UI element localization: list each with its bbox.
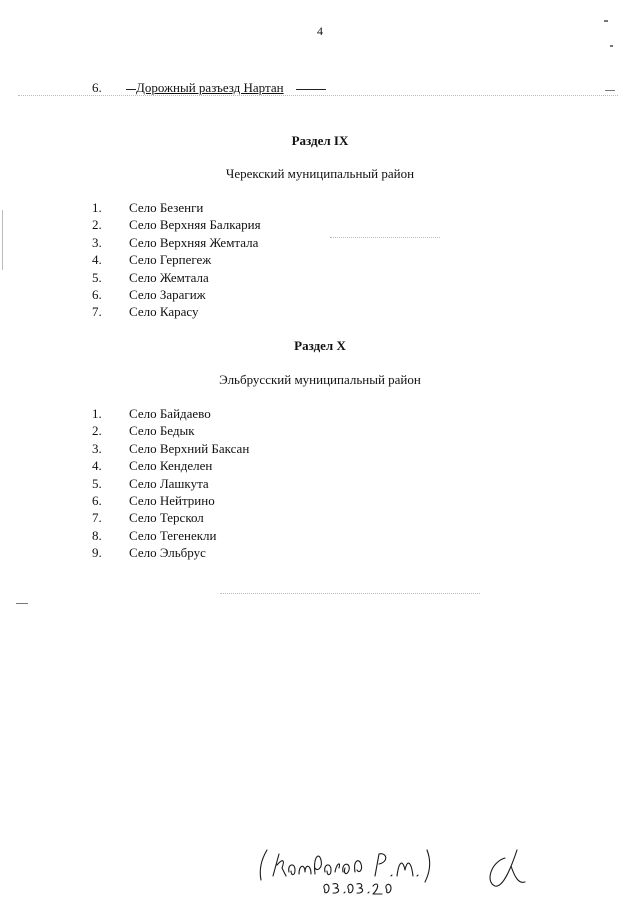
item-label: Село Верхний Баксан bbox=[129, 440, 250, 456]
district-title: Черекский муниципальный район bbox=[225, 166, 415, 181]
item-label: Село Кенделен bbox=[129, 458, 213, 474]
list-item bbox=[92, 475, 249, 492]
item-number: 3. bbox=[92, 234, 102, 250]
list-item bbox=[92, 405, 249, 422]
item-number: 4. bbox=[92, 458, 102, 474]
item-number: 1. bbox=[92, 406, 102, 421]
item-number: 2. bbox=[92, 423, 102, 439]
item-number: 4. bbox=[92, 252, 102, 268]
item-label: Село Эльбрус bbox=[129, 545, 206, 561]
list-item bbox=[92, 527, 249, 544]
item-number: 2. bbox=[92, 217, 102, 233]
item-number: 7. bbox=[92, 510, 102, 526]
item-label: Село Жемтала bbox=[129, 269, 209, 285]
item-label: Село Верхняя Балкария bbox=[129, 217, 261, 233]
item-label: Село Нейтрино bbox=[129, 493, 215, 509]
list-item bbox=[92, 216, 261, 233]
item-label: Село Бедык bbox=[129, 423, 195, 439]
list-item bbox=[92, 234, 261, 251]
item-number: 5. bbox=[92, 269, 102, 285]
scan-artifact-line bbox=[18, 95, 618, 97]
list-item bbox=[92, 199, 261, 216]
item-number: 3. bbox=[92, 440, 102, 456]
item-number: 5. bbox=[92, 475, 102, 491]
scan-artifact-mark bbox=[16, 603, 28, 604]
settlement-list bbox=[92, 405, 249, 562]
scan-artifact-mark bbox=[605, 90, 615, 91]
item-label: Село Верхняя Жемтала bbox=[129, 234, 259, 250]
list-item bbox=[92, 269, 261, 286]
item-number: 8. bbox=[92, 527, 102, 543]
scan-artifact-mark bbox=[604, 20, 608, 22]
item-label: Село Зарагиж bbox=[129, 287, 206, 303]
section-title: Раздел X bbox=[294, 338, 346, 353]
section-title: Раздел IX bbox=[291, 133, 349, 148]
page-number: 4 bbox=[317, 24, 323, 38]
item-number: 6. bbox=[92, 80, 102, 95]
list-item bbox=[92, 509, 249, 526]
scan-artifact-line bbox=[220, 593, 480, 595]
item-number: 9. bbox=[92, 545, 102, 561]
list-item bbox=[92, 286, 261, 303]
item-label: Село Терскол bbox=[129, 510, 204, 526]
list-item bbox=[92, 544, 249, 561]
item-number: 7. bbox=[92, 304, 102, 320]
list-item bbox=[92, 457, 249, 474]
item-number: 6. bbox=[92, 493, 102, 509]
list-item bbox=[92, 251, 261, 268]
scan-artifact-mark bbox=[2, 210, 3, 270]
handwritten-signature bbox=[255, 838, 555, 898]
underline-rule bbox=[126, 89, 136, 90]
scan-artifact-mark bbox=[610, 45, 613, 47]
scan-artifact-line bbox=[330, 237, 440, 239]
item-label: Дорожный разъезд Нартан bbox=[136, 80, 284, 95]
item-label: Село Карасу bbox=[129, 304, 199, 320]
list-item bbox=[92, 422, 249, 439]
underline-rule bbox=[296, 89, 326, 90]
item-label: Село Безенги bbox=[129, 200, 204, 215]
item-label: Село Тегенекли bbox=[129, 527, 217, 543]
item-label: Село Байдаево bbox=[129, 406, 211, 421]
district-title: Эльбрусский муниципальный район bbox=[219, 372, 421, 387]
list-item bbox=[92, 440, 249, 457]
list-item bbox=[92, 303, 261, 320]
item-label: Село Лашкута bbox=[129, 475, 209, 491]
list-item bbox=[92, 492, 249, 509]
item-number: 6. bbox=[92, 287, 102, 303]
item-number: 1. bbox=[92, 200, 102, 215]
settlement-list bbox=[92, 199, 261, 321]
item-label: Село Герпегеж bbox=[129, 252, 212, 268]
